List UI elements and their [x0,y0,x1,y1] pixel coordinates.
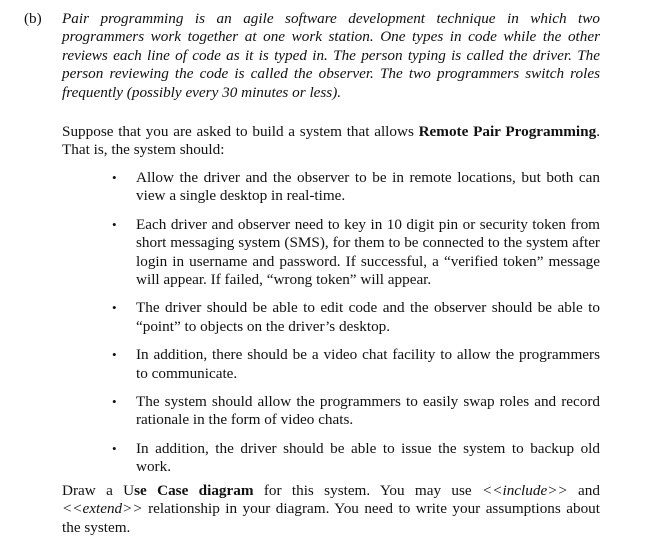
include-term: <<include>> [482,482,568,499]
requirement-text: In addition, the driver should be able to issue the system to backup old work. [136,439,600,476]
requirements-list [110,169,600,487]
bullet-icon: • [112,347,117,363]
draw-bold-term: se Case diagram [134,482,254,499]
intro-paragraph: Pair programming is an agile software development technique in which two programmers work together at one work station. One types in code while the other reviews each line of code as it is typed in. The person typing is called the driver. The person reviewing the code is called the observer. The two programmers switch roles frequently (possibly every 30 minutes or less). [62,10,600,101]
list-item [110,346,600,383]
bullet-icon: • [112,170,117,185]
question-label: (b) [24,10,42,27]
bullet-icon: • [112,300,117,316]
list-item [110,169,600,206]
suppose-prefix: Suppose that you are asked to build a system that allows [62,123,419,140]
suppose-suffix: . That is, the system should: [62,123,600,159]
requirement-text: Allow the driver and the observer to be in remote locations, but both can view a single desktop in real-time. [136,169,600,205]
bullet-icon: • [112,440,117,456]
requirement-text: Each driver and observer need to key in 10 digit pin or security token from short messaging system (SMS), for them to be connected to the system after login in username and password. If successful, a “verified token” message will appear. If failed, “wrong token” will appear. [136,215,600,289]
suppose-paragraph [62,123,600,160]
bullet-icon: • [112,216,117,232]
extend-term: <<extend>> [62,500,143,518]
requirement-text: The system should allow the programmers to easily swap roles and record rationale in the form of video chats. [136,393,600,429]
list-item [110,393,600,430]
list-item [110,299,600,336]
bullet-icon: • [112,394,117,410]
draw-prefix: Draw a U [62,482,135,499]
list-item [110,440,600,477]
draw-paragraph [62,482,600,537]
draw-suffix: relationship in your diagram. You need to write your assumptions about the system. [62,500,600,536]
suppose-bold-term: Remote Pair Programming [418,123,597,140]
requirement-text: The driver should be able to edit code and the observer should be able to “point” to objects on the driver’s desktop. [136,299,600,335]
list-item [110,216,600,290]
draw-and: and [567,482,600,499]
draw-middle: for this system. You may use [253,482,482,499]
requirement-text: In addition, there should be a video chat facility to allow the programmers to communicate. [136,346,600,382]
